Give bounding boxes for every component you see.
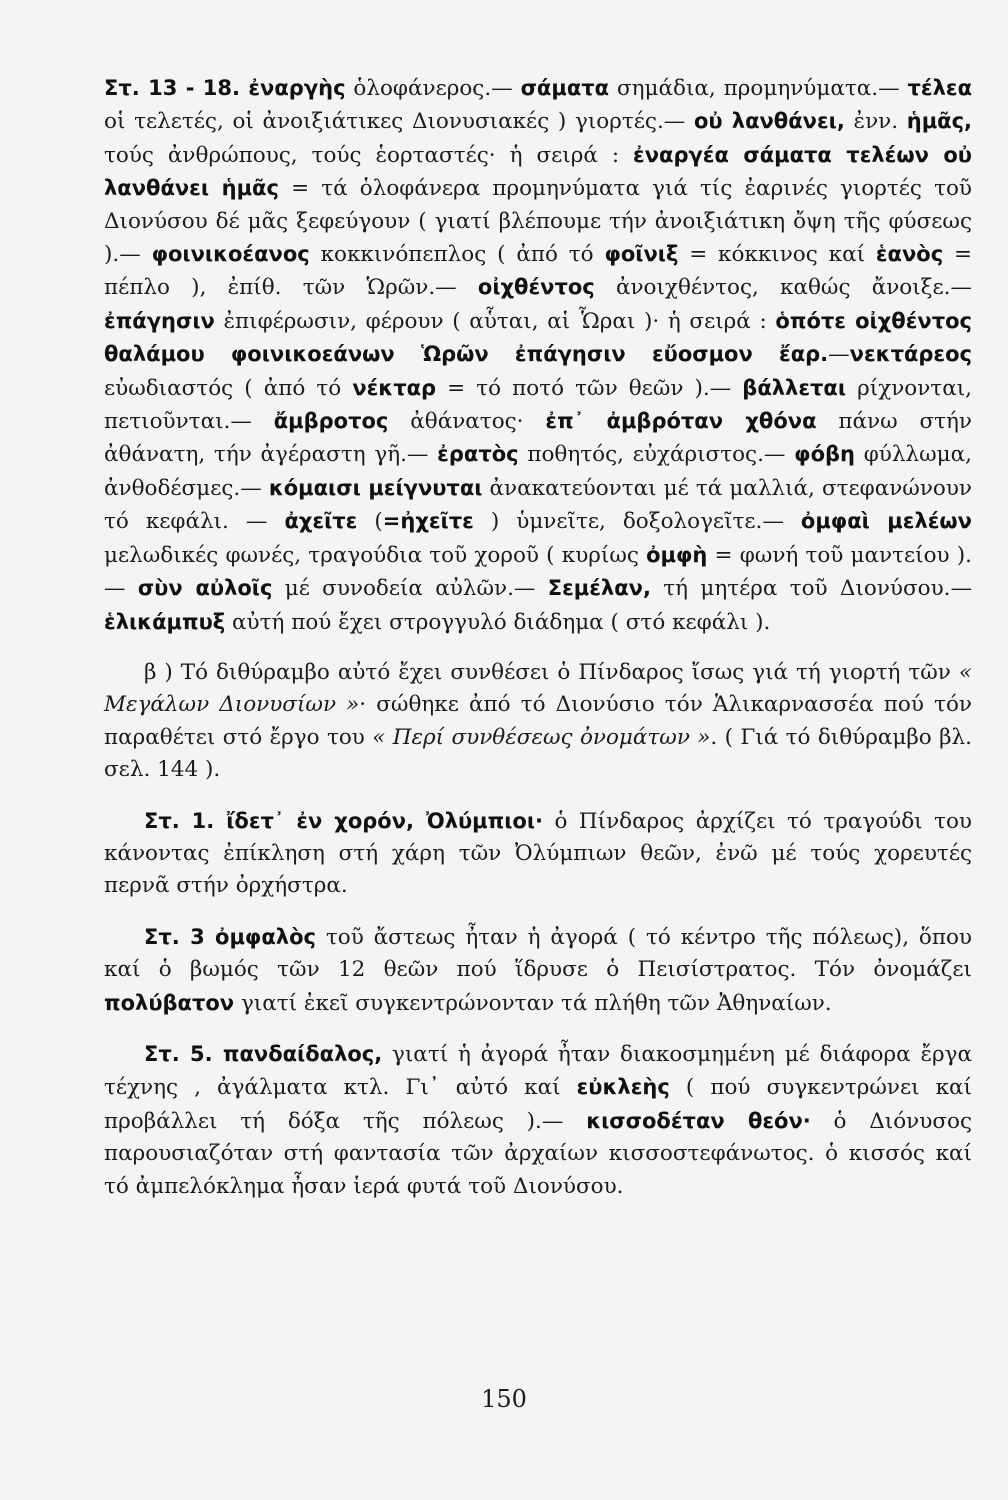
lemma-term: Στ. 3 ὀμφαλὸς [144, 924, 316, 949]
lemma-term: ἀχεῖτε [284, 509, 358, 534]
commentary-text: ὁλοφάνερος.— [345, 76, 521, 101]
commentary-text: ἀθάνατος· [388, 409, 546, 435]
lemma-term: ὀμφαὶ μελέων [800, 509, 972, 534]
commentary-text: τούς ἀνθρώπους, τούς ἑορταστές· ἡ σειρά : [104, 142, 634, 168]
lemma-term: εὐκλεὴς [576, 1075, 670, 1100]
lemma-term: ἡμᾶς, [906, 109, 973, 134]
commentary-text: κοκκινόπεπλος ( ἀπό τό [309, 242, 605, 268]
lemma-term: κόμαισι μείγνυται [268, 475, 483, 500]
commentary-text: = φωνή τοῦ μαντείου ).— [104, 542, 972, 602]
commentary-text: — [828, 342, 850, 368]
lemma-term: =ἠχεῖτε [382, 509, 474, 534]
lemma-term: ἄμβροτος [273, 409, 389, 434]
lemma-term: φοῖνιξ [604, 242, 679, 267]
lemma-term: σὺν αὐλοῖς [137, 576, 273, 601]
lemma-term: ὀμφὴ [646, 542, 708, 567]
commentary-text: · σώθηκε ἀπό τό Διονύσιο τόν Ἁλικαρνασσέα πού τόν παραθέτει στό ἔργο του [104, 692, 972, 750]
paragraph-gap [104, 903, 972, 921]
commentary-text: μέ συνοδεία αὐλῶν.— [272, 576, 548, 602]
lemma-term: σάματα [520, 76, 610, 100]
commentary-text: ρίχνονται, πετιοῦνται.— [104, 375, 972, 435]
commentary-text: γιατί ἡ ἀγορά ἦταν διακοσμημένη μέ διάφορα ἔργα τέχνης , ἀγάλματα κτλ. Γι᾽ αὐτό καί [104, 1041, 972, 1101]
commentary-text: ( [357, 509, 383, 535]
commentary-text: εὐωδιαστός ( ἀπό τό [104, 375, 353, 401]
lemma-term: ἑανὸς [875, 242, 944, 267]
italic-title: « Περί συνθέσεως ὀνομάτων » [372, 724, 711, 750]
lemma-term: κισσοδέταν θεόν· [586, 1108, 811, 1133]
commentary-text: ἀνοιχθέντος, καθώς ἄνοιξε.— [594, 275, 972, 301]
commentary-text: = κόκκινος καί [678, 242, 876, 268]
lemma-term: ἐπάγησιν [104, 308, 215, 333]
italic-title: « Μεγάλων Διονυσίων » [104, 659, 972, 718]
commentary-text: = τό ποτό τῶν θεῶν ).— [436, 375, 743, 401]
lemma-term: Στ. 5. πανδαίδαλος, [144, 1041, 383, 1066]
commentary-text: = τά ὁλοφάνερα προμηνύματα γιά τίς ἐαρινές γιορτές τοῦ Διονύσου δέ μᾶς ξεφεύγουν ( γιατί βλέπουμε τήν ἀνοιξιάτικη ὄψη τῆς φύσεως ).— [104, 176, 972, 268]
lemma-term: νεκτάρεος [849, 342, 972, 367]
lemma-term: φόβη [794, 442, 856, 467]
lemma-term: οὐ λανθάνει, [694, 109, 845, 134]
commentary-text: ὁ Πίνδαρος ἀρχίζει τό τραγούδι του κάνοντας ἐπίκληση στή χάρη τῶν Ὀλύμπιων θεῶν, ἐνῶ μέ τούς χορευτές περνᾶ στήν ὀρχήστρα. [104, 808, 972, 899]
lemma-term: τέλεα [907, 76, 972, 100]
commentary-text: αὐτή πού ἔχει στρογγυλό διάδημα ( στό κεφάλι ). [225, 609, 771, 635]
lemma-term: πολύβατον [104, 990, 235, 1015]
lemma-term: ἐναργέα σάματα τελέων οὐ λανθάνει ἡμᾶς [104, 142, 972, 201]
commentary-text: = πέπλο ), ἐπίθ. τῶν Ὡρῶν.— [104, 242, 973, 301]
commentary-text: πάνω στήν ἀθάνατη, τήν ἀγέραστη γῆ.— [104, 409, 972, 468]
commentary-text: ποθητός, εὐχάριστος.— [518, 442, 795, 468]
commentary-text: ) ὑμνεῖτε, δοξολογεῖτε.— [473, 509, 801, 535]
commentary-text: ἐπιφέρωσιν, φέρουν ( αὗται, αἱ Ὧραι )· ἡ σειρά : [214, 308, 776, 334]
lemma-term: Στ. 1. ἴδετ᾽ ἐν χορόν, Ὀλύμπιοι· [144, 808, 543, 833]
page-body [104, 72, 972, 1203]
paragraph-gap [104, 639, 972, 657]
lemma-term: βάλλεται [742, 375, 847, 400]
commentary-text: β ) Τό διθύραμβο αὐτό ἔχει συνθέσει ὁ Πίνδαρος ἴσως γιά τή γιορτή τῶν [144, 659, 959, 685]
commentary-text: γιατί ἐκεῖ συγκεντρώνονταν τά πλήθη τῶν Ἀθηναίων. [234, 990, 832, 1016]
lemma-term: φοινικοέανος [151, 242, 310, 267]
commentary-text: ἐνν. [844, 109, 907, 135]
commentary-text: φύλλωμα, ἀνθοδέσμες.— [104, 442, 972, 501]
paragraph [104, 805, 972, 903]
commentary-text: οἱ τελετές, οἱ ἀνοιξιάτικες Διονυσιακές ) γιορτές.— [104, 109, 694, 135]
commentary-text: τοῦ ἄστεως ἦταν ἡ ἀγορά ( τό κέντρο τῆς πόλεως), ὅπου καί ὁ βωμός τῶν 12 θεῶν πού ἵδρυσε ὁ Πεισίστρατος. Τόν ὀνομάζει [104, 924, 973, 983]
commentary-text: ὁ Διόνυσος παρουσιαζόταν στή φαντασία τῶν ἀρχαίων κισσοστεφάνωτος. ὁ κισσός καί τό ἀμπελόκλημα ἦσαν ἱερά φυτά τοῦ Διονύσου. [104, 1108, 972, 1199]
paragraph [104, 657, 972, 787]
commentary-text: σημάδια, προμηνύματα.— [609, 76, 908, 101]
paragraph [104, 72, 972, 639]
lemma-term: οἰχθέντος [477, 275, 595, 300]
page-number: 150 [481, 1385, 527, 1413]
lemma-term: ἑλικάμπυξ [104, 609, 226, 634]
paragraph [104, 1038, 972, 1203]
commentary-text: τή μητέρα τοῦ Διονύσου.— [650, 576, 972, 602]
commentary-text: . ( Γιά τό διθύραμβο βλ. σελ. 144 ). [104, 724, 972, 783]
lemma-term: Σεμέλαν, [547, 576, 651, 601]
lemma-term: ἐρατὸς [437, 442, 519, 467]
paragraph [104, 921, 972, 1020]
commentary-text: μελωδικές φωνές, τραγούδια τοῦ χοροῦ ( κυρίως [104, 542, 647, 568]
commentary-text: ἀνακατεύονται μέ τά μαλλιά, στεφανώνουν τό κεφάλι. — [104, 475, 972, 535]
paragraph-gap [104, 787, 972, 805]
commentary-text: ( πού συγκεντρώνει καί προβάλλει τή δόξα τῆς πόλεως ).— [104, 1075, 972, 1134]
paragraph-gap [104, 1020, 972, 1038]
lemma-term: ἐπ᾽ ἀμβρόταν χθόνα [545, 409, 817, 434]
lemma-term: νέκταρ [352, 375, 437, 400]
lemma-term: Στ. 13 - 18. ἐναργὴς [104, 76, 346, 100]
lemma-term: ὁπότε οἰχθέντος θαλάμου φοινικοεάνων Ὡρῶν ἐπάγησιν εὔοσμον ἔαρ. [104, 308, 972, 367]
